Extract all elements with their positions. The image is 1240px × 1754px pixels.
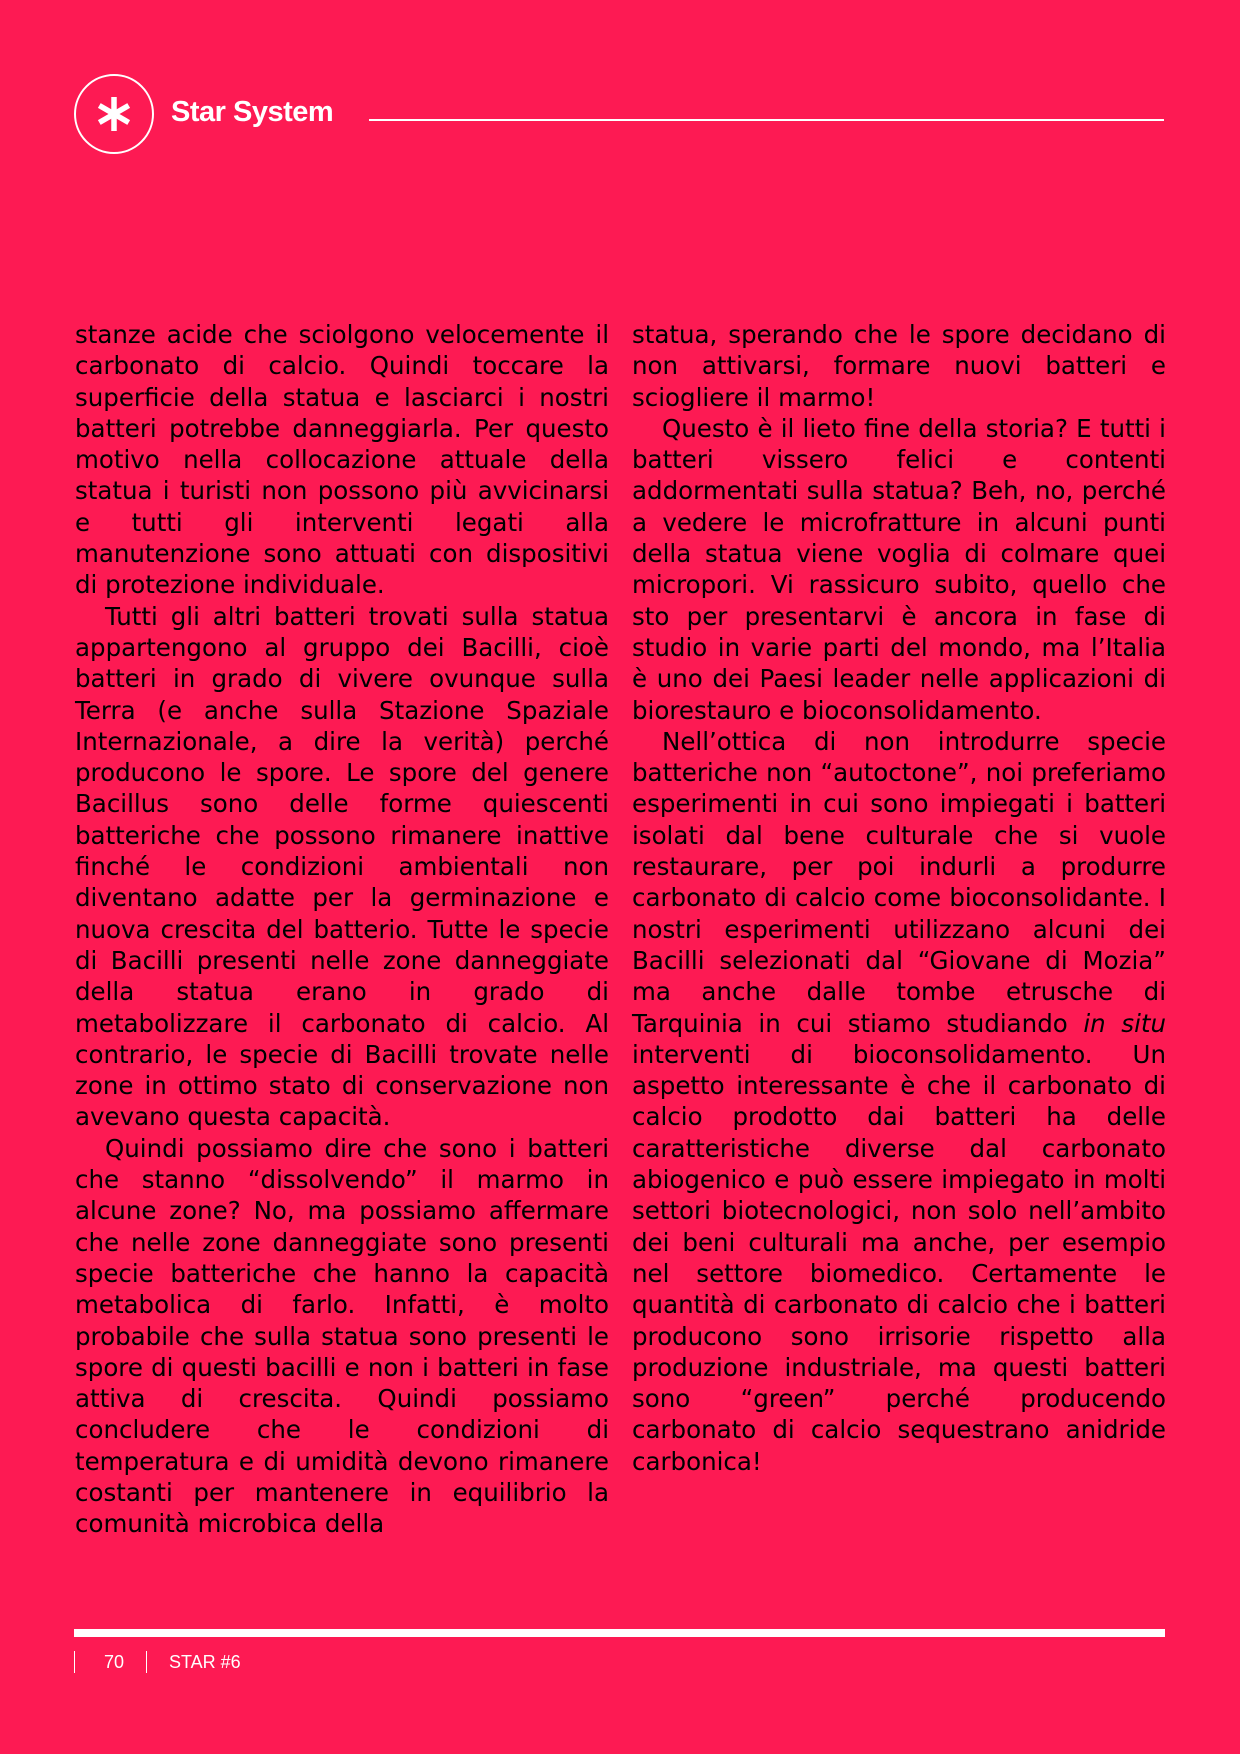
article-paragraph: Questo è il lieto fine della storia? E tutti i batteri vissero felici e contenti addormentati sulla statua? Beh, no, perché a vedere le microfratture in alcuni punti della statua viene voglia di colmare quei micropori. Vi rassicuro subito, quello che sto per presentarvi è ancora in fase di studio in varie parti del mondo, ma l’Italia è uno dei Paesi leader nelle applicazioni di biorestauro e bioconsolidamento. xyxy=(632,413,1166,725)
section-title: Star System xyxy=(171,96,334,128)
article-paragraph: statua, sperando che le spore decidano di non attivarsi, formare nuovi batteri e sciogliere il marmo! xyxy=(632,320,1166,412)
paragraph-text: interventi di bioconsolidamento. Un aspetto interessante è che il carbonato di calcio prodotto dai batteri ha delle caratteristiche diverse dal carbonato abiogenico e può essere impiegato in molti settori biotecnologici, non solo nell’ambito dei beni culturali ma anche, per esempio nel settore biomedico. Certamente le quantità di carbonato di calcio che i batteri producono sono irrisorie rispetto alla produzione industriale, ma questi batteri sono “green” perché producendo carbonato di calcio sequestrano anidride carbonica! xyxy=(632,1039,1166,1476)
article-paragraph: Quindi possiamo dire che sono i batteri che stanno “dissolvendo” il marmo in alcune zone? No, ma possiamo affermare che nelle zone danneggiate sono presenti specie batteriche che hanno la capacità metabolica di farlo. Infatti, è molto probabile che sulla statua sono presenti le spore di questi bacilli e non i batteri in fase attiva di crescita. Quindi possiamo concludere che le condizioni di temperatura e di umidità devono rimanere costanti per mantenere in equilibrio la comunità microbica della xyxy=(75,1133,609,1539)
footer-divider xyxy=(74,1629,1165,1637)
paragraph-text: Nell’ottica di non introdurre specie batteriche non “autoctone”, noi preferiamo esperimenti in cui sono impiegati i batteri isolati dal bene culturale che si vuole restaurare, per poi indurli a produrre carbonato di calcio come bioconsolidante. I nostri esperimenti utilizzano alcuni dei Bacilli selezionati dal “Giovane di Mozia” ma anche dalle tombe etrusche di Tarquinia in cui stiamo studiando xyxy=(632,726,1166,1038)
footer-separator xyxy=(74,1651,75,1673)
star-system-logo xyxy=(74,74,154,154)
magazine-issue: STAR #6 xyxy=(169,1652,241,1672)
article-left-column xyxy=(75,319,609,1540)
asterisk-icon xyxy=(94,94,134,134)
italic-term: in situ xyxy=(1083,1008,1167,1038)
article-paragraph: stanze acide che sciolgono velocemente il carbonato di calcio. Quindi toccare la superficie della statua e lasciarci i nostri batteri potrebbe danneggiarla. Per questo motivo nella collocazione attuale della statua i turisti non possono più avvicinarsi e tutti gli interventi legati alla manutenzione sono attuati con dispositivi di protezione individuale. xyxy=(75,320,609,600)
header-divider xyxy=(369,119,1164,121)
footer-separator xyxy=(146,1651,147,1673)
page-number: 70 xyxy=(104,1652,125,1672)
article-paragraph: Tutti gli altri batteri trovati sulla statua appartengono al gruppo dei Bacilli, cioè batteri in grado di vivere ovunque sulla Terra (e anche sulla Stazione Spaziale Internazionale, a dire la verità) perché producono le spore. Le spore del genere Bacillus sono delle forme quiescenti batteriche che possono rimanere inattive finché le condizioni ambientali non diventano adatte per la germinazione e nuova crescita del batterio. Tutte le specie di Bacilli presenti nelle zone danneggiate della statua erano in grado di metabolizzare il carbonato di calcio. Al contrario, le specie di Bacilli trovate nelle zone in ottimo stato di conservazione non avevano questa capacità. xyxy=(75,601,609,1132)
article-paragraph xyxy=(632,726,1166,1477)
article-right-column xyxy=(632,319,1166,1477)
